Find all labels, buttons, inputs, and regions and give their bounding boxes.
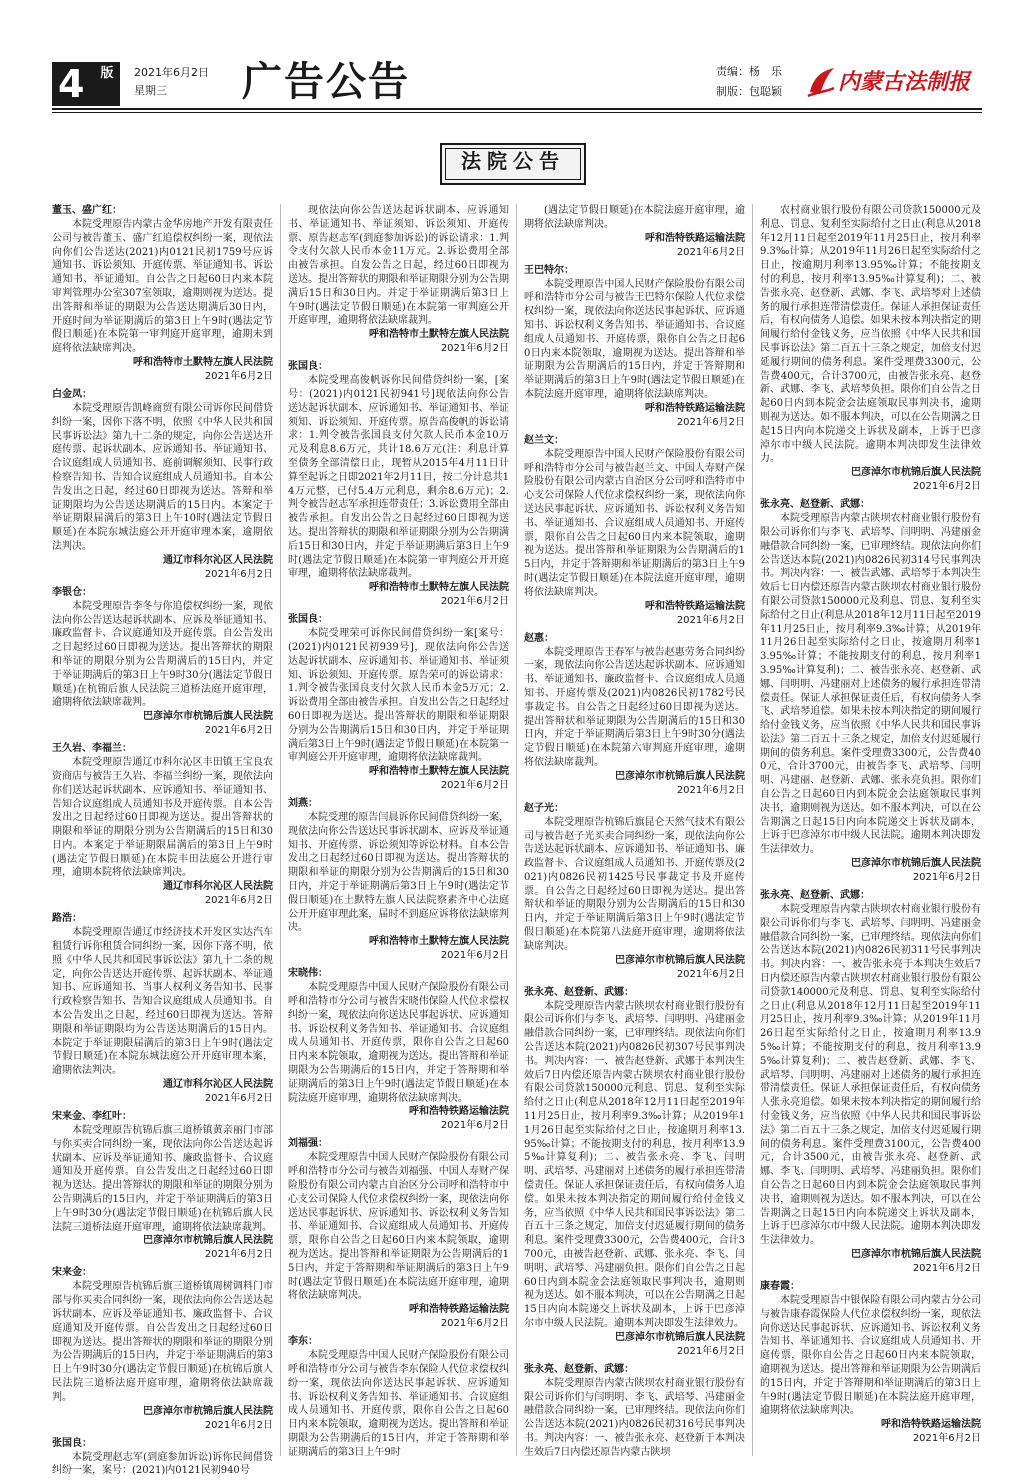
notice-court: 巴彦淖尔市杭锦后旗人民法院 [851,1248,981,1260]
notice-body: 本院受理的原告闫晨诉你民间借贷纠纷一案，现依法向你公告送达民事诉状副本、应诉及举证通知书、开庭传票、诉讼须知等诉讼材料。自本公告发出之日起经过60日即视为送达。提出答辩状的期限和举证的期限分别为公告期满后的15日和30日内，并定于举证期满后第3日上午9时(遇法定节假日顺延)在土默特左旗人民法院察素齐中心法庭公开开庭审理此案，届时不到庭应诉将依法缺席判决。 [288,812,509,934]
notice-court: 通辽市科尔沁区人民法院 [163,1079,273,1091]
column-divider [280,204,281,1456]
court-notice [760,889,981,1276]
newspaper-logo [804,62,982,104]
notice-addressee: 宋来金、李红叶： [52,1111,132,1123]
notice-date: 2021年6月2日 [204,568,273,580]
court-notice [524,802,745,982]
notice-date: 2021年6月2日 [676,1345,745,1357]
court-notice [288,360,509,609]
notice-addressee: 赵惠： [524,632,554,644]
court-notice [524,434,745,628]
notice-court: 呼和浩特铁路运输法院 [409,1304,509,1316]
notice-body: 本院受理赵志军(到庭参加诉讼)诉你民间借贷纠纷一案，案号：(2021)内0121民初940号 [52,1451,273,1477]
court-notice [288,204,509,356]
notice-court: 通辽市科尔沁区人民法院 [163,554,273,566]
court-notice [288,967,509,1133]
notice-body: 本院受理原告凯峰商贸有限公司诉你民间借贷纠纷一案，因你下落不明，依照《中华人民共和国民事诉讼法》第九十二条的规定，向你公告送达开庭传票、起诉状副本、应诉通知书、举证通知书、合议庭组成人员通知书、庭前调解须知、民事行政检察告知书、告知合议庭组成人员通知书。自本公告发出之日起，经过60日即视为送达。答辩和举证期限均为公告送达期满后的15日内。本案定于举证期限届满后的第3日上午10时(遇法定节假日顺延)在本院东城法庭公开开庭审理本案，逾期依法判决。 [52,402,273,552]
court-notice [52,912,273,1106]
notice-body: 本院受理高俊帆诉你民间借贷纠纷一案，[案号：(2021)内0121民初941号]现依法向你公告送达起诉状副本、应诉通知书、举证通知书、举证须知、诉讼须知、开庭传票。原告高俊帆的诉讼请求：1.判令被告张国良支付欠款人民币本金10万元及利息8.6万元，共计18.6万元(注：利息计算至债务全部清偿日止，现暂从2015年4月11日计算至起诉之日即2021年2月11日，按二分计息共14万元整，已付5.4万元利息，剩余8.6万元)；2.判令被告赵志军承担连带责任；3.诉讼费用全部由被告承担。自发出公告之日起经过60日即视为送达。提出答辩状的期限和举证期限分别为公告期满后15日和30日内，并定于举证期满后第3日上午9时(遇法定节假日顺延)在本院第一审判庭公开开庭审理，逾期将依法缺席裁判。 [288,375,509,580]
notice-body: 现依法向你公告送达起诉状副本、应诉通知书、举证通知书、举证须知、诉讼须知、开庭传票、原告赵志军(到庭参加诉讼)的诉讼请求：1.判令支付欠款人民币本金11万元。2.诉讼费用全部由被告承担。自发公告之日起，经过60日即视为送达。提出答辩状的期限和举证期限分别为公告期满后15日和30日内。并定于举证期满后第3日上午9时(遇法定节假日顺延)在本院第一审判庭公开开庭审理，逾期将依法缺席裁判。 [288,205,509,327]
notice-court: 巴彦淖尔市杭锦后旗人民法院 [851,858,981,870]
notice-addressee: 宋来金： [52,1267,92,1279]
notice-body: 本院受理原告内蒙古陕坝农村商业银行股份有限公司诉你们与李飞、武培琴、闫明明、冯建丽金融借款合同纠纷一案，已审理终结。现依法向你们公告送达本院(2021)内0826民初314号民事判决书。判决内容：一、被告武娜、武培琴于本判决生效后七日内偿还原告内蒙古陕坝农村商业银行股份有限公司贷款150000元及利息、罚息、复利至实际给付之日止(利息从2018年12月11日起至2019年11月25日止，按月利率9.3‰计算；从2019年11月26日起至实际给付之日止，按逾期月利率13.95‰计算；不能按期支付的利息，按月利率13.95‰计算复利)；二、被告张永亮、赵登新、武娜、闫明明、冯建丽对上述债务的履行承担连带清偿责任。保证人承担保证责任后，有权向债务人李飞、武培琴追偿。如果未按本判决指定的期间履行给付金钱义务，应当依照《中华人民共和国民事诉讼法》第二百五十三条之规定，加倍支付迟延履行期间的债务利息。案件受理费3300元，公告费400元，合计3700元，由被告李飞、武培琴、闫明明、冯建丽、赵登新、武娜、张永亮负担。限你们自公告之日起60日内到本院金会法庭领取民事判决书，逾期则视为送达。如不服本判决，可以在公告期满之日起15日内向本院递交上诉状及副本，上诉于巴彦淖尔市中级人民法院。逾期本判决即发生法律效力。 [760,513,981,856]
notice-date: 2021年6月2日 [676,416,745,428]
masthead-rule-thin [52,112,982,113]
notice-court: 呼和浩特市土默特左旗人民法院 [369,582,509,594]
notice-body: 本院受理原告内蒙古陕坝农村商业银行股份有限公司诉你们与闫明明、李飞、武培琴、冯建丽金融借款合同纠纷一案，已审理终结。现依法向你们公告送达本院(2021)内0826民初316号民事判决书。判决内容：一、被告张永亮、赵登新于本判决生效后7日内偿还原告内蒙古陕坝 [524,1377,745,1458]
notice-addressee: 白金凤： [52,388,92,400]
section-banner-title: 法院公告 [461,149,565,173]
court-notice [760,498,981,885]
court-notice [288,613,509,793]
notice-body: 本院受理荣可诉你民间借贷纠纷一案[案号：(2021)内0121民初939号]，现依法向你公告送达起诉状副本、应诉通知书、举证通知书、举证须知、诉讼须知、开庭传票。原告荣可的诉讼请求：1.判令被告张国良支付欠款人民币本金5万元；2.诉讼费用全部由被告承担。自发出公告之日起经过60日即视为送达。提出答辩状的期限和举证期限分别为公告期满后15日和30日内，并定于举证期满后第3日上午9时(遇法定节假日顺延)在本院第一审判庭公开开庭审理，逾期将依法缺席裁判。 [288,628,509,764]
notice-date: 2021年6月2日 [440,950,509,962]
notice-body: 本院受理原告通辽市科尔沁区丰田镇王宝良农资商店与被告王久岩、李福兰纠纷一案，现依法向你们送达起诉状副本、应诉通知书、举证通知书、告知合议庭组成人员通知书及开庭传票。自本公告发出之日起经过60日即视为送达。提出答辩状的期限和举证的期限分别为公告期满后的15日和30日内。本案定于举证期限届满后的第3日上午9时(遇法定节假日顺延)在本院丰田法庭公开进行审理，逾期本院将依法缺席判决。 [52,757,273,879]
notice-addressee: 赵子光： [524,802,564,814]
court-notice [52,388,273,582]
notice-date: 2021年6月2日 [912,481,981,493]
court-notice [288,1137,509,1331]
court-notice [524,264,745,430]
section-banner [440,143,586,185]
notice-date: 2021年6月2日 [676,246,745,258]
notice-date: 2021年6月2日 [912,1262,981,1274]
notice-date: 2021年6月2日 [204,895,273,907]
section-title: 广告公告 [242,59,410,105]
notice-date: 2021年6月2日 [204,370,273,382]
notice-date: 2021年6月2日 [440,343,509,355]
notice-court: 呼和浩特铁路运输法院 [881,1419,981,1431]
notice-body: 本院受理原告通辽市经济技术开发区实达汽车租赁行诉你租赁合同纠纷一案，因你下落不明，依照《中华人民共和国民事诉讼法》第九十二条的规定，向你公告送达开庭传票、起诉状副本、举证通知书、应诉通知书、当事人权利义务告知书、民事行政检察告知书、告知合议庭组成人员通知书。自本公告发出之日起，经过60日即视为送达。答辩期限和举证期限均为公告送达期满后的15日内。本院定于举证期限届满后的第3日上午9时(遇法定节假日顺延)在本院东城法庭公开开庭审理本案，逾期依法判决。 [52,927,273,1077]
notice-addressee: 刘福强： [288,1138,328,1150]
notice-body: 本院受理原告杭锦后旗三道桥镇周树调料门市部与你买卖合同纠纷一案，现依法向你公告送达起诉状副本、应诉及举证通知书、廉政监督卡、合议庭通知及开庭传票。自公告发出之日起经过60日即视为送达。提出答辩状的期限和举证的期限分别为公告期满后的15日内，并定于举证期满后的第3日上午9时30分(遇法定节假日顺延)在杭锦后旗人民法院三道桥法庭开庭审理，逾期将依法缺席裁判。 [52,1281,273,1403]
logo-text: 内蒙古法制报 [838,69,971,95]
notice-addressee: 张国良： [288,361,328,373]
notice-addressee: 张永亮、赵登新、武娜： [524,986,634,998]
court-notice [52,742,273,908]
logo-emblem-icon [804,62,838,102]
notice-date: 2021年6月2日 [204,1419,273,1431]
notice-body: 本院受理原告内蒙古陕坝农村商业银行股份有限公司诉你们与李飞、武培琴、闫明明、冯建丽金融借款合同纠纷一案，已审理终结。现依法向你们公告送达本院(2021)内0826民初307号民事判决书。判决内容：一、被告赵登新、武娜于本判决生效后7日内偿还原告内蒙古陕坝农村商业银行股份有限公司贷款150000元利息、罚息、复利至实际给付之日止(利息从2018年12月11日起至2019年11月25日止，按月利率9.3‰计算；从2019年11月26日起至实际给付之日止，按逾期月利率13.95‰计算；不能按期支付的利息，按月利率13.95‰计算复利)；二、被告张永亮、李飞、闫明明、武培琴、冯建丽对上述债务的履行承担连带清偿责任。保证人承担保证责任后，有权向债务人追偿。如果未按本判决指定的期间履行给付金钱义务，应当依照《中华人民共和国民事诉讼法》第二百五十三条之规定，加倍支付迟延履行期间的债务利息。案件受理费3300元，公告费400元，合计3700元，由被告赵登新、武娜、张永亮、李飞、闫明明、武培琴、冯建丽负担。限你们自公告之日起60日内到本院金会法庭领取民事判决书，逾期则视为送达。如不服本判决，可以在公告期满之日起15日内向本院递交上诉状及副本，上诉于巴彦淖尔市中级人民法院。逾期本判决即发生法律效力。 [524,1000,745,1329]
page-unit: 版 [100,66,114,81]
notice-body: (遇法定节假日顺延)在本院法庭开庭审理，逾期将依法缺席判决。 [524,205,745,230]
masthead-rule [52,108,982,110]
notice-court: 呼和浩特市土默特左旗人民法院 [369,766,509,778]
notice-column-4 [760,204,981,1456]
notice-addressee: 康春霞： [760,1280,800,1292]
notice-addressee: 董玉、盛广红： [52,205,122,216]
notice-court: 巴彦淖尔市杭锦后旗人民法院 [615,954,745,966]
notice-body: 本院受理原告中国人民财产保险股份有限公司呼和浩特市分公司与被告刘福强、中国人寿财产保险股份有限公司内蒙古自治区分公司呼和浩特市中心支公司保险人代位求偿权纠纷一案，现依法向你送达民事起诉状、应诉通知书、诉讼权利义务告知书、举证通知书、合议庭组成人员通知书、开庭传票，限你自公告之日起60日内来本院领取，逾期视为送达。提出答辩和举证期限为公告期满后的15日内，并定于答辩期和举证期满后的第3日上午9时(遇法定节假日顺延)在本院法庭开庭审理，逾期将依法缺席判决。 [288,1152,509,1302]
column-divider [752,204,753,1456]
notice-court: 呼和浩特铁路运输法院 [645,402,745,414]
court-notice [524,986,745,1359]
notice-court: 巴彦淖尔市杭锦后旗人民法院 [615,1331,745,1343]
notice-body: 本院受理原告杭锦后旗昆仑天然气技术有限公司与被告赵子光买卖合同纠纷一案，现依法向你公告送达起诉状副本、应诉通知书、举证通知书、廉政监督卡、合议庭组成人员通知书、开庭传票及(2021)内0826民初1425号民事裁定书及开庭传票。自公告之日起经过60日即视为送达。提出答辩状和举证的期限分别为公告期满后的15日和30日内，并定于举证期满后第3日上午9时(遇法定节假日顺延)在本院第八法庭开庭审理，逾期将依法缺席判决。 [524,816,745,952]
notice-body: 本院受理原告内蒙古陕坝农村商业银行股份有限公司诉你们与李飞、武培琴、闫明明、冯建丽金融借款合同纠纷一案，已审理终结。现依法向你们公告送达本院(2021)内0826民初311号民事判决书。判决内容：一、被告张永亮于本判决生效后7日内偿还原告内蒙古陕坝农村商业银行股份有限公司贷款140000元及利息、罚息、复利至实际给付之日止(利息从2018年12月11日起至2019年11月25日止，按月利率9.3‰计算；从2019年11月26日起至实际给付之日止，按逾期月利率13.95‰计算；不能按期支付的利息，按月利率13.95‰计算复利)；二、被告赵登新、武娜、李飞、武培琴、闫明明、冯建丽对上述债务的履行承担连带清偿责任。保证人承担保证责任后，有权向债务人张永亮追偿。如果未按本判决指定的期间履行给付金钱义务，应当依照《中华人民共和国民事诉讼法》第二百五十三条之规定，加倍支付迟延履行期间的债务利息。案件受理费3100元，公告费400元，合计3500元，由被告张永亮、赵登新、武娜、李飞、闫明明、武培琴、冯建丽负担。限你们自公告之日起60日内到本院金会法庭领取民事判决书，逾期则视为送达。如不服本判决，可以在公告期满之日起15日内向本院递交上诉状及副本，上诉于巴彦淖尔市中级人民法院。逾期本判决即发生法律效力。 [760,904,981,1247]
notice-body: 本院受理原告中国人民财产保险股份有限公司呼和浩特市分公司与被告赵兰文、中国人寿财产保险股份有限公司内蒙古自治区分公司呼和浩特市中心支公司保险人代位求偿权纠纷一案，现依法向你送达民事起诉状、应诉通知书、诉讼权利义务告知书、举证通知书、合议庭组成人员通知书、开庭传票，限你自公告之日起60日内来本院领取，逾期视为送达。提出答辩和举证期限为公告期满后的15日内，并定于答辩期和举证期满后的第3日上午9时(遇法定节假日顺延)在本院法庭开庭审理，逾期将依法缺席判决。 [524,448,745,598]
notice-court: 巴彦淖尔市杭锦后旗人民法院 [615,770,745,782]
notice-body: 本院受理原告中银保险有限公司内蒙古分公司与被告康春霞保险人代位求偿权纠纷一案，现依法向你送达民事起诉状、应诉通知书、诉讼权利义务告知书、举证通知书、合议庭组成人员通知书、开庭传票，限你自公告之日起60日内来本院领取，逾期视为送达。提出答辩和举证期限为公告期满后的15日内，并定于答辩期和举证期满后的第3日上午9时(遇法定节假日顺延)在本院法庭开庭审理，逾期将依法缺席判决。 [760,1294,981,1417]
notice-body: 本院受理原告内蒙古金华房地产开发有限责任公司与被告董玉、盛广红追偿权纠纷一案，现依法向你们公告送达(2021)内0121民初1759号应诉通知书、诉讼须知、开庭传票、举证通知书、诉讼通知书、举证通知。自公告之日起60日内来本院审判管理办公室307室领取，逾期则视为送达。提出答辩和举证的期限为公告送达期满后30日内，开庭时间为举证期满后的第3日上午9时(遇法定节假日顺延)在本院第一审判庭开庭审理，逾期未到庭将依法缺席判决。 [52,219,273,355]
column-divider [516,204,517,1456]
court-notice [524,1363,745,1460]
notice-date: 2021年6月2日 [440,780,509,792]
notice-date: 2021年6月2日 [204,1093,273,1105]
page-number-box [52,62,120,106]
notice-body: 本院受理原告中国人民财产保险股份有限公司呼和浩特市分公司与被告宋晓伟保险人代位求偿权纠纷一案，现依法向你送达民事起诉状、应诉通知书、诉讼权利义务告知书、举证通知书、合议庭组成人员通知书、开庭传票，限你自公告之日起60日内来本院领取，逾期视为送达。提出答辩和举证期限为公告期满后的15日内，并定于答辩期和举证期满后的第3日上午9时(遇法定节假日顺延)在本院法庭开庭审理，逾期将依法缺席判决。 [288,982,509,1104]
court-notice [760,1280,981,1446]
masthead [52,59,982,108]
court-notice [288,1335,509,1459]
notice-date: 2021年6月2日 [204,1249,273,1261]
court-notice [52,586,273,738]
notice-addressee: 王巴特尔： [524,264,574,276]
notice-addressee: 路浩： [52,913,82,925]
notice-body: 农村商业银行股份有限公司贷款150000元及利息、罚息、复利至实际给付之日止(利息从2018年12月11日起至2019年11月25日止，按月利率9.3‰计算；从2019年11月26日起至实际给付之日止，按逾期月利率13.95‰计算；不能按期支付的利息，按月利率13.95‰计算复利)；二、被告张永亮、赵登新、武娜、李飞、武培琴对上述债务的履行承担连带清偿责任。保证人承担保证责任后，有权向债务人追偿。如果未按本判决指定的期间履行给付金钱义务，应当依照《中华人民共和国民事诉讼法》第二百五十三条之规定，加倍支付迟延履行期间的债务利息。案件受理费3300元，公告费400元，合计3700元，由被告张永亮、赵登新、武娜、李飞、武培琴负担。限你们自公告之日起60日内到本院金会法庭领取民事判决书，逾期则视为送达。如不服本判决，可以在公告期满之日起15日内向本院递交上诉状及副本，上诉于巴彦淖尔市中级人民法院。逾期本判决即发生法律效力。 [760,205,981,465]
notice-body: 本院受理原告李冬与你追偿权纠纷一案，现依法向你公告送达起诉状副本、应诉及举证通知书、廉政监督卡、合议庭通知及开庭传票。自公告发出之日起经过60日即视为送达。提出答辩状的期限和举证的期限分别为公告期满后的15日内，并定于举证期满后的第3日上午9时30分(遇法定节假日顺延)在杭锦后旗人民法院三道桥法庭开庭审理，逾期将依法缺席裁判。 [52,600,273,709]
notice-addressee: 王久岩、李福兰： [52,743,132,755]
notice-addressee: 张永亮、赵登新、武娜： [760,890,870,902]
notice-court: 巴彦淖尔市杭锦后旗人民法院 [143,1235,273,1247]
page-number: 4 [58,62,85,106]
court-notice [288,797,509,963]
court-notice [52,1437,273,1479]
notice-court: 呼和浩特市土默特左旗人民法院 [369,329,509,341]
editor-credit: 责编：杨 乐 [716,65,782,78]
notice-court: 呼和浩特铁路运输法院 [409,1106,509,1118]
notice-column-2 [288,204,509,1456]
notice-court: 呼和浩特铁路运输法院 [645,600,745,612]
notice-addressee: 李银仓： [52,586,92,598]
notice-court: 通辽市科尔沁区人民法院 [163,881,273,893]
notice-addressee: 刘燕： [288,798,318,810]
notice-court: 呼和浩特铁路运输法院 [645,232,745,244]
notice-body: 本院受理原告杭锦后旗三道桥镇黄亲丽门市部与你买卖合同纠纷一案，现依法向你公告送达起诉状副本、应诉及举证通知书、廉政监督卡、合议庭通知及开庭传票。自公告发出之日起经过60日即视为送达。提出答辩状的期限和举证的期限分别为公告期满后的15日内，并定于举证期满后的第3日上午9时30分(遇法定节假日顺延)在杭锦后旗人民法院三道桥法庭开庭审理，逾期将依法缺席裁判。 [52,1125,273,1233]
notice-addressee: 张国良： [52,1437,92,1449]
court-notice [52,1110,273,1262]
notice-date: 2021年6月2日 [676,968,745,980]
notice-court: 呼和浩特市土默特左旗人民法院 [133,356,273,368]
notice-court: 巴彦淖尔市杭锦后旗人民法院 [143,1405,273,1417]
notice-addressee: 李东： [288,1336,318,1348]
notice-addressee: 宋晓伟： [288,968,328,980]
court-notice [760,204,981,494]
notice-body: 本院受理原告王春军与被告赵惠劳务合同纠纷一案，现依法向你公告送达起诉状副本、应诉通知书、举证通知书、廉政监督卡、合议庭组成人员通知书、开庭传票及(2021)内0826民初1782号民事裁定书。自公告之日起经过60日即视为送达。提出答辩状和举证期限为公告期满后的15日和30日内，并定于举证期满后第3日上午9时30分(遇法定节假日顺延)在本院第六审判庭开庭审理，逾期将依法缺席裁判。 [524,646,745,768]
notice-date: 2021年6月2日 [440,1318,509,1330]
notice-addressee: 张永亮、赵登新、武娜： [524,1363,634,1375]
court-notice [52,1266,273,1432]
notice-date: 2021年6月2日 [676,784,745,796]
court-notice [524,204,745,260]
notice-addressee: 赵兰文： [524,434,564,446]
issue-weekday: 星期三 [134,84,167,97]
notice-body: 本院受理原告中国人民财产保险股份有限公司呼和浩特市分公司与被告王巴特尔保险人代位求偿权纠纷一案，现依法向你送达民事起诉状、应诉通知书、诉讼权利义务告知书、举证通知书、合议庭组成人员通知书、开庭传票，限你自公告之日起60日内来本院领取，逾期视为送达。提出答辩和举证期限为公告期满后的15日内，并定于答辩期和举证期满后的第3日上午9时(遇法定节假日顺延)在本院法庭开庭审理，逾期将依法缺席判决。 [524,278,745,400]
notice-date: 2021年6月2日 [912,1433,981,1445]
notice-date: 2021年6月2日 [440,596,509,608]
notice-column-1 [52,204,273,1477]
notice-addressee: 张永亮、赵登新、武娜： [760,499,870,511]
notice-court: 巴彦淖尔市杭锦后旗人民法院 [851,467,981,479]
notice-column-3 [524,204,745,1456]
notice-date: 2021年6月2日 [912,872,981,884]
notice-date: 2021年6月2日 [676,614,745,626]
notice-court: 巴彦淖尔市杭锦后旗人民法院 [143,711,273,723]
court-notice [524,632,745,798]
notice-date: 2021年6月2日 [440,1120,509,1132]
issue-date: 2021年6月2日 [134,66,209,79]
court-notice [52,204,273,384]
notice-body: 本院受理原告中国人民财产保险股份有限公司呼和浩特市分公司与被告李东保险人代位求偿权纠纷一案，现依法向你送达民事起诉状、应诉通知书、诉讼权利义务告知书、举证通知书、合议庭组成人员通知书、开庭传票，限你自公告之日起60日内来本院领取，逾期视为送达。提出答辩和举证期限为公告期满后的15日内，并定于答辩期和举证期满后的第3日上午9时 [288,1350,509,1458]
notice-date: 2021年6月2日 [204,725,273,737]
producer-credit: 制版：包聪颖 [716,85,782,98]
notice-court: 呼和浩特市土默特左旗人民法院 [369,936,509,948]
notice-addressee: 张国良： [288,614,328,626]
